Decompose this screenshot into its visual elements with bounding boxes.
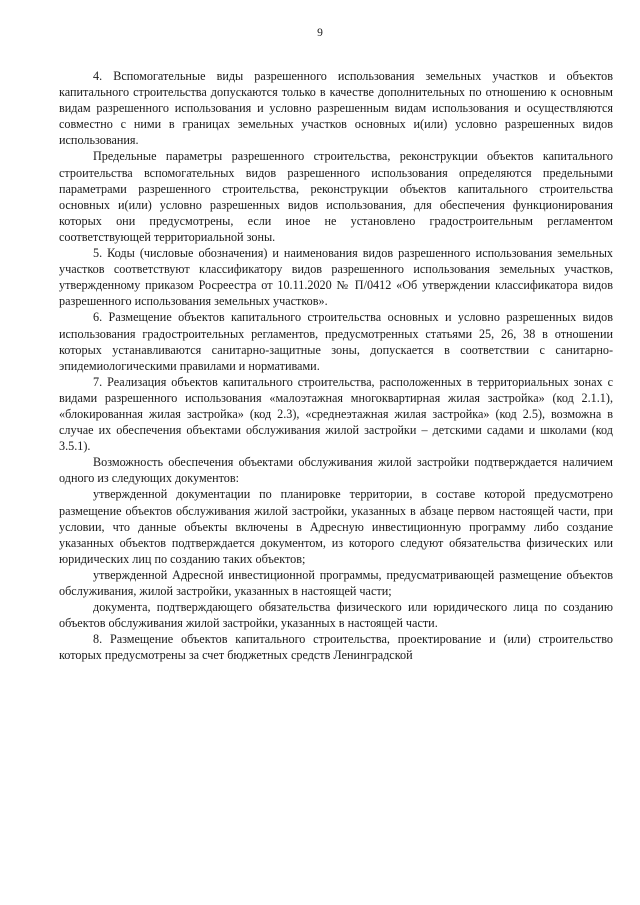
paragraph-possibility: Возможность обеспечения объектами обслуживания жилой застройки подтверждается наличием одного из следующих документов: xyxy=(59,455,613,486)
paragraph-auxiliary-parameters: Предельные параметры разрешенного строительства, реконструкции объектов капитального строительства вспомогательных видов разрешенного использования определяются предельными параметрами разрешенного строительства, реконструкции объектов капитального строительства основных и(или) условно разрешенных видов использования, для обеспечения функционирования которых они предусмотрены, если иное не установлено градостроительным регламентом соответствующей территориальной зоны. xyxy=(59,149,613,244)
paragraph-item-6: 6. Размещение объектов капитального строительства основных и условно разрешенных видов использования градостроительных регламентов, предусмотренных статьями 25, 26, 38 в отношении которых устанавливаются санитарно-защитные зоны, допускается в соответствии с санитарно-эпидемиологическими правилами и нормативами. xyxy=(59,310,613,373)
paragraph-item-4: 4. Вспомогательные виды разрешенного использования земельных участков и объектов капитального строительства допускаются только в качестве дополнительных по отношению к основным видам разрешенного использования и условно разрешенным видам использования и осуществляются совместно с ними в границах земельных участков основных и(или) условно разрешенных видов использования. xyxy=(59,69,613,148)
document-body xyxy=(59,68,613,663)
page-number: 9 xyxy=(317,27,323,39)
paragraph-item-5: 5. Коды (числовые обозначения) и наименования видов разрешенного использования земельных участков соответствуют классификатору видов разрешенного использования земельных участков, утвержденному приказом Росреестра от 10.11.2020 № П/0412 «Об утверждении классификатора видов разрешенного использования земельных участков». xyxy=(59,246,613,309)
paragraph-obligation-document: документа, подтверждающего обязательства физического или юридического лица по созданию объектов обслуживания жилой застройки, указанных в настоящей части. xyxy=(59,600,613,631)
paragraph-investment-program: утвержденной Адресной инвестиционной программы, предусматривающей размещение объектов обслуживания, жилой застройки, указанных в настоящей части; xyxy=(59,567,613,598)
paragraph-planning-documentation: утвержденной документации по планировке территории, в составе которой предусмотрено размещение объектов обслуживания жилой застройки, указанных в абзаце первом настоящей части, при условии, что данные объекты включены в Адресную инвестиционную программу либо создание указанных объектов подтверждается документом, из которого следуют обязательства физических или юридических лиц по созданию таких объектов; xyxy=(59,487,613,566)
paragraph-item-8: 8. Размещение объектов капитального строительства, проектирование и (или) строительство которых предусмотрены за счет бюджетных средств Ленинградской xyxy=(59,632,613,663)
paragraph-item-7: 7. Реализация объектов капитального строительства, расположенных в территориальных зонах с видами разрешенного использования «малоэтажная многоквартирная жилая застройка» (код 2.1.1), «блокированная жилая застройка» (код 2.3), «среднеэтажная жилая застройка» (код 2.5), возможна в случае их обеспечения объектами обслуживания жилой застройки – детскими садами и школами (код 3.5.1). xyxy=(59,374,613,454)
